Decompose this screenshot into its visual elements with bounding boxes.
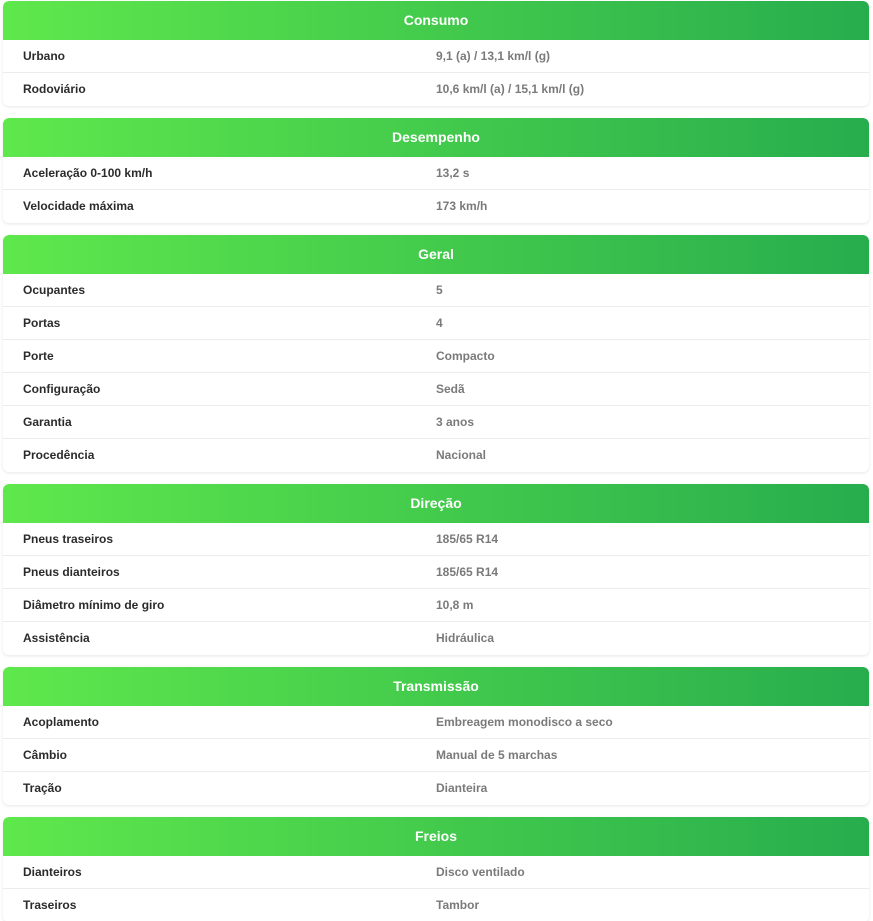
spec-row — [3, 706, 869, 739]
spec-row — [3, 274, 869, 307]
spec-row — [3, 373, 869, 406]
spec-label: Urbano — [23, 49, 65, 63]
spec-row — [3, 40, 869, 73]
spec-row — [3, 406, 869, 439]
spec-value: Sedã — [436, 382, 465, 396]
spec-value: Embreagem monodisco a seco — [436, 715, 613, 729]
spec-value: Compacto — [436, 349, 495, 363]
section-header[interactable]: Desempenho — [3, 118, 869, 157]
section-geral — [3, 235, 869, 472]
spec-row — [3, 856, 869, 889]
spec-label: Câmbio — [23, 748, 68, 762]
section-header[interactable]: Freios — [3, 817, 869, 856]
spec-label: Configuração — [23, 382, 101, 396]
section-desempenho — [3, 118, 869, 223]
spec-label: Pneus dianteiros — [23, 565, 120, 579]
spec-row — [3, 190, 869, 223]
spec-value: 3 anos — [436, 415, 475, 429]
section-consumo — [3, 1, 869, 106]
spec-label: Rodoviário — [23, 82, 86, 96]
spec-value: 185/65 R14 — [436, 565, 499, 579]
spec-label: Assistência — [23, 631, 90, 645]
spec-row — [3, 739, 869, 772]
spec-row — [3, 307, 869, 340]
section-header[interactable]: Direção — [3, 484, 869, 523]
spec-row — [3, 589, 869, 622]
spec-value: 4 — [436, 316, 443, 330]
spec-value: 9,1 (a) / 13,1 km/l (g) — [436, 49, 551, 63]
spec-label: Procedência — [23, 448, 95, 462]
spec-value: Tambor — [436, 898, 480, 912]
spec-row — [3, 523, 869, 556]
spec-label: Garantia — [23, 415, 72, 429]
spec-row — [3, 439, 869, 472]
spec-value: Disco ventilado — [436, 865, 525, 879]
spec-label: Dianteiros — [23, 865, 82, 879]
section-header[interactable]: Consumo — [3, 1, 869, 40]
spec-row — [3, 556, 869, 589]
spec-label: Portas — [23, 316, 61, 330]
section-transmissao — [3, 667, 869, 805]
section-header[interactable]: Geral — [3, 235, 869, 274]
spec-value: 10,8 m — [436, 598, 474, 612]
spec-label: Porte — [23, 349, 54, 363]
spec-row — [3, 772, 869, 805]
spec-value: 173 km/h — [436, 199, 488, 213]
spec-value: Hidráulica — [436, 631, 495, 645]
section-direcao — [3, 484, 869, 655]
spec-label: Aceleração 0-100 km/h — [23, 166, 153, 180]
spec-row — [3, 157, 869, 190]
spec-row — [3, 889, 869, 921]
spec-value: 13,2 s — [436, 166, 470, 180]
spec-value: 5 — [436, 283, 443, 297]
spec-value: 10,6 km/l (a) / 15,1 km/l (g) — [436, 82, 585, 96]
spec-label: Pneus traseiros — [23, 532, 114, 546]
spec-value: Dianteira — [436, 781, 488, 795]
spec-value: Nacional — [436, 448, 487, 462]
spec-label: Ocupantes — [23, 283, 86, 297]
section-header[interactable]: Transmissão — [3, 667, 869, 706]
section-freios — [3, 817, 869, 921]
spec-row — [3, 622, 869, 655]
spec-label: Acoplamento — [23, 715, 100, 729]
spec-label: Velocidade máxima — [23, 199, 134, 213]
spec-label: Diâmetro mínimo de giro — [23, 598, 165, 612]
spec-label: Tração — [23, 781, 62, 795]
spec-row — [3, 340, 869, 373]
spec-row — [3, 73, 869, 106]
spec-value: 185/65 R14 — [436, 532, 499, 546]
spec-value: Manual de 5 marchas — [436, 748, 558, 762]
spec-label: Traseiros — [23, 898, 77, 912]
